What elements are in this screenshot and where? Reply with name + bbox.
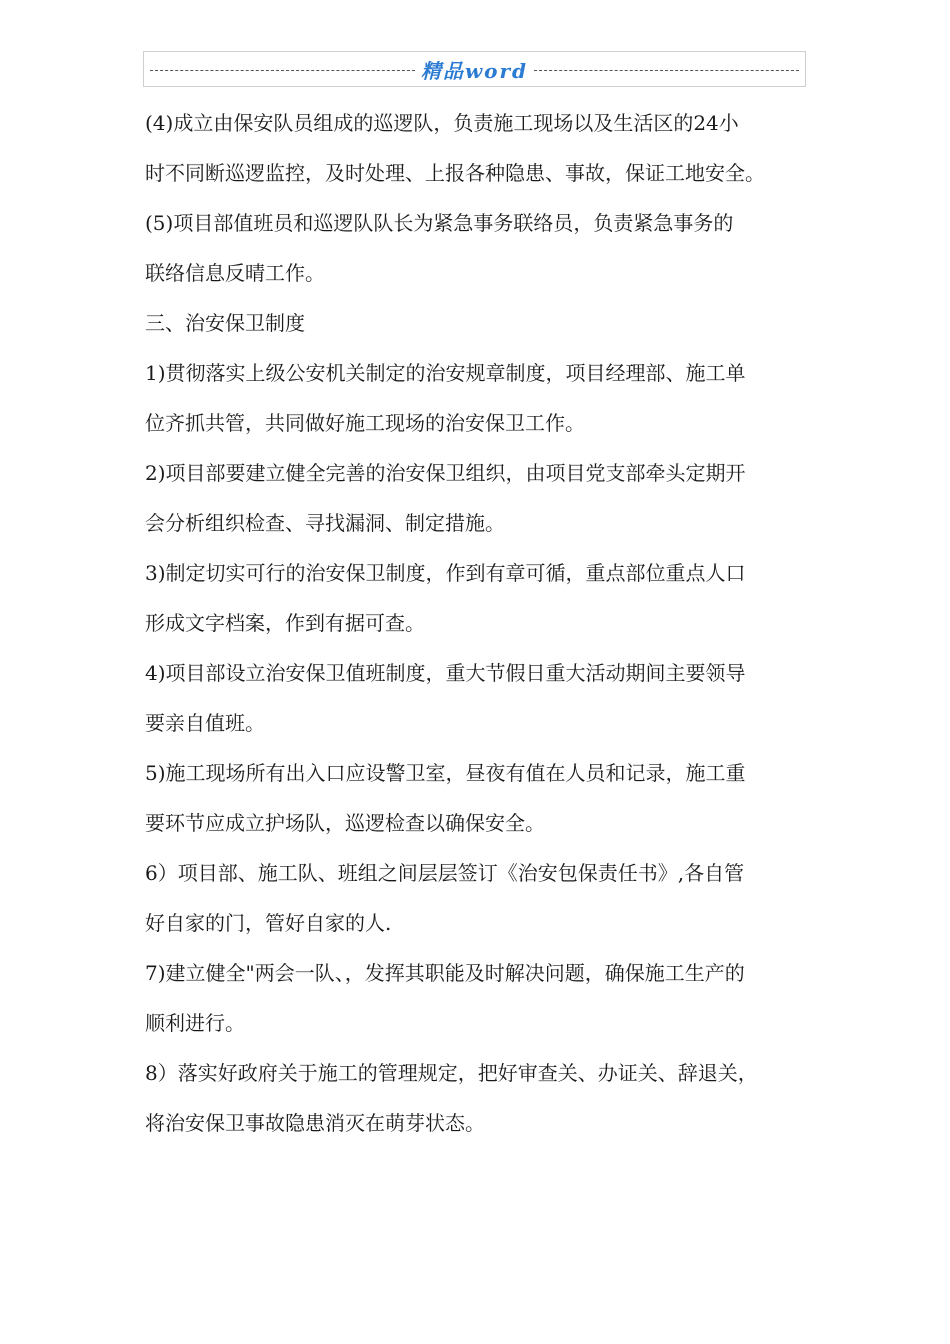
text-line: 2)项目部要建立健全完善的治安保卫组织，由项目党支部牵头定期开 bbox=[145, 461, 746, 485]
text-line: 要亲自值班。 bbox=[145, 711, 265, 735]
text-line: 顺利进行。 bbox=[145, 1011, 245, 1035]
header-title: 精品word bbox=[420, 58, 529, 83]
text-line: 3)制定切实可行的治安保卫制度，作到有章可循，重点部位重点人口 bbox=[145, 561, 746, 585]
text-line: 5)施工现场所有出入口应设警卫室，昼夜有值在人员和记录，施工重 bbox=[145, 761, 746, 785]
text-line: 4)项目部设立治安保卫值班制度，重大节假日重大活动期间主要领导 bbox=[145, 661, 746, 685]
text-line: 1)贯彻落实上级公安机关制定的治安规章制度，项目经理部、施工单 bbox=[145, 361, 746, 385]
text-line: 会分析组织检查、寻找漏洞、制定措施。 bbox=[145, 511, 505, 535]
text-line: 7)建立健全"两会一队、，发挥其职能及时解决问题，确保施工生产的 bbox=[145, 961, 745, 985]
section-heading: 三、治安保卫制度 bbox=[145, 311, 305, 335]
text-line: 联络信息反晴工作。 bbox=[145, 261, 325, 285]
header-dash-left bbox=[150, 70, 415, 71]
text-line: 时不同断巡逻监控，及时处理、上报各种隐患、事故，保证工地安全。 bbox=[145, 161, 765, 185]
text-line: 形成文字档案，作到有据可查。 bbox=[145, 611, 425, 635]
text-line: 要环节应成立护场队，巡逻检查以确保安全。 bbox=[145, 811, 545, 835]
text-line: 6）项目部、施工队、班组之间层层签订《治安包保责任书》,各自管 bbox=[145, 861, 745, 885]
text-line: 位齐抓共管，共同做好施工现场的治安保卫工作。 bbox=[145, 411, 585, 435]
page-header bbox=[143, 51, 806, 87]
text-line: (4)成立由保安队员组成的巡逻队，负责施工现场以及生活区的24小 bbox=[145, 111, 739, 135]
text-line: (5)项目部值班员和巡逻队队长为紧急事务联络员，负责紧急事务的 bbox=[145, 211, 734, 235]
text-line: 好自家的门，管好自家的人. bbox=[145, 911, 392, 935]
document-body bbox=[145, 98, 815, 1148]
header-dash-right bbox=[534, 70, 799, 71]
text-line: 8）落实好政府关于施工的管理规定，把好审查关、办证关、辞退关， bbox=[145, 1061, 758, 1085]
text-line: 将治安保卫事故隐患消灭在萌芽状态。 bbox=[145, 1111, 485, 1135]
